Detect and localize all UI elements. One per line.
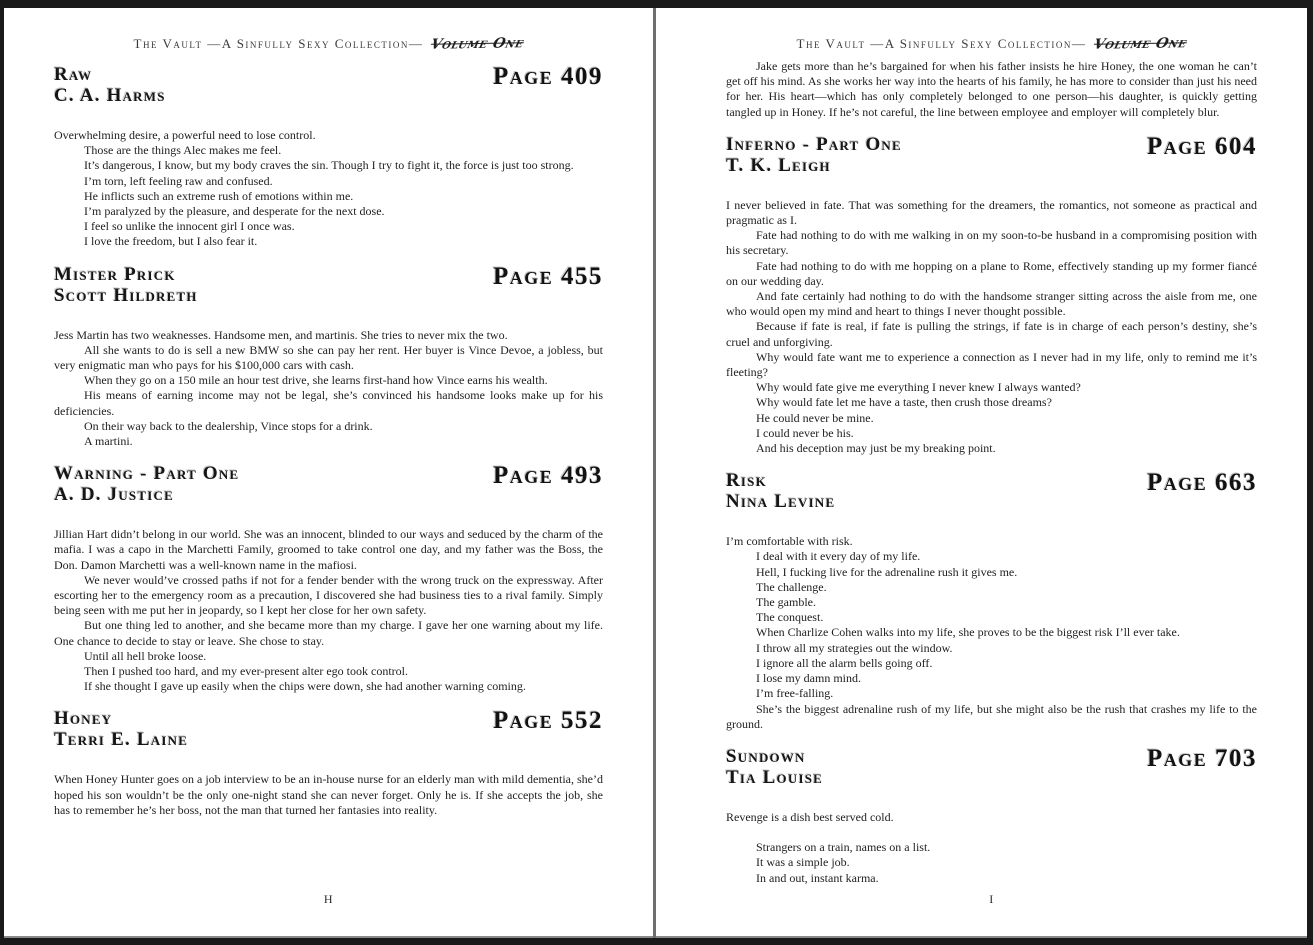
toc-entry-raw: [54, 64, 603, 250]
blurb-paragraph: His means of earning income may not be legal, she’s convinced his handsome looks make up for his deficiencies.: [54, 388, 603, 418]
entry-author: Nina Levine: [726, 491, 836, 513]
toc-entry-sundown: [726, 746, 1257, 886]
blurb-paragraph: The challenge.: [756, 579, 827, 594]
blurb-paragraph: It’s dangerous, I know, but my body craves the sin. Though I try to fight it, the force is just too strong.: [84, 158, 574, 173]
entry-names: [54, 264, 198, 306]
blurb-paragraph: Fate had nothing to do with me hopping on a plane to Rome, effectively standing up my former fiancé on our wedding day.: [726, 258, 1257, 288]
entry-title: Sundown: [726, 745, 806, 767]
entry-author: Tia Louise: [726, 766, 824, 788]
blurb-paragraph: Revenge is a dish best served cold.: [726, 809, 894, 824]
blurb-paragraph: When Honey Hunter goes on a job interview to be an in-house nurse for an elderly man with mild dementia, she’d hoped his son wouldn’t be the only one-night stand she can never forget. Only he is. If she accepts the job, she has to remember he’s her boss, not the man that turned her fantasies into reality.: [54, 772, 603, 817]
entry-names: [54, 463, 239, 505]
entry-page-number: Page 703: [1146, 744, 1257, 772]
blurb-paragraph: I could never be his.: [756, 425, 854, 440]
entry-names: [726, 134, 902, 176]
blurb-paragraph: Why would fate let me have a taste, then crush those dreams?: [756, 395, 1052, 410]
entry-page-number: Page 455: [492, 262, 603, 290]
blurb-paragraph: When they go on a 150 mile an hour test drive, she learns first-hand how Vince earns his wealth.: [84, 373, 548, 388]
entry-blurb: [54, 772, 603, 818]
blurb-paragraph: The gamble.: [756, 595, 816, 610]
entry-title: Risk: [726, 470, 767, 492]
entry-page-number: Page 552: [492, 707, 603, 735]
entry-title: Inferno - Part One: [726, 133, 902, 155]
page-folio: I: [989, 892, 994, 906]
running-header: [726, 36, 1257, 52]
blurb-paragraph: In and out, instant karma.: [756, 870, 879, 885]
blurb-paragraph: I throw all my strategies out the window.: [756, 640, 953, 655]
toc-entry-warning-part-one: [54, 463, 603, 694]
blurb-paragraph: He inflicts such an extreme rush of emotions within me.: [84, 188, 354, 203]
blurb-paragraph: I’m free-falling.: [756, 686, 834, 701]
blurb-paragraph: I’m paralyzed by the pleasure, and desperate for the next dose.: [84, 204, 385, 219]
blurb-paragraph: But one thing led to another, and she became more than my charge. I gave her one warning about my life. One chance to decide to stay or leave. She chose to stay.: [54, 618, 603, 648]
entry-blurb: [54, 328, 603, 450]
entry-heading-row: [54, 64, 603, 106]
page-folio: H: [323, 892, 334, 906]
entry-author: Scott Hildreth: [54, 284, 198, 306]
blurb-paragraph: If she thought I gave up easily when the chips were down, she had another warning coming.: [84, 679, 526, 694]
blurb-paragraph: A martini.: [84, 434, 133, 449]
gutter-divider: [653, 8, 656, 938]
blurb-paragraph: I lose my damn mind.: [756, 671, 861, 686]
entry-blurb: [54, 527, 603, 694]
running-header-volume-script: Volume One: [429, 35, 526, 53]
blurb-paragraph: He could never be mine.: [756, 410, 874, 425]
entry-author: A. D. Justice: [54, 484, 174, 506]
blurb-paragraph: Jake gets more than he’s bargained for when his father insists he hire Honey, the one woman he can’t get off his mind. As she works her way into the hearts of his family, he has more to consider than just his need for her. His heart—which has only completely belonged to one person—his daughter, is quickly getting tangled up in Honey. If he’s not careful, the line between employee and employer will completely blur.: [726, 59, 1257, 119]
blurb-paragraph: Fate had nothing to do with me walking in on my soon-to-be husband in a compromising position with his secretary.: [726, 228, 1257, 258]
entry-author: Terri E. Laine: [54, 729, 189, 751]
entry-blurb: [726, 534, 1257, 732]
entry-heading-row: [54, 264, 603, 306]
blurb-paragraph: And his deception may just be my breaking point.: [756, 441, 996, 456]
blurb-paragraph: Those are the things Alec makes me feel.: [84, 143, 282, 158]
entry-page-number: Page 409: [492, 63, 603, 90]
page-left: [4, 8, 653, 938]
blurb-paragraph: I’m comfortable with risk.: [726, 534, 853, 549]
blurb-paragraph: I ignore all the alarm bells going off.: [756, 655, 933, 670]
blurb-paragraph: Strangers on a train, names on a list.: [756, 840, 931, 855]
blurb-paragraph: Why would fate give me everything I never knew I always wanted?: [756, 380, 1081, 395]
entry-blurb: [726, 810, 1257, 886]
blurb-paragraph: I deal with it every day of my life.: [756, 549, 921, 564]
page-right: [656, 8, 1307, 938]
blurb-paragraph: Hell, I fucking live for the adrenaline rush it gives me.: [756, 564, 1018, 579]
running-header-text: The Vault —A Sinfully Sexy Collection—: [796, 36, 1087, 51]
running-header: [54, 36, 603, 52]
entry-heading-row: [726, 470, 1257, 512]
entry-names: [726, 746, 823, 788]
entry-title: Raw: [54, 64, 93, 85]
toc-entry-risk: [726, 470, 1257, 732]
entry-page-number: Page 604: [1146, 132, 1257, 160]
honey-blurb-continuation: [726, 59, 1257, 120]
blurb-paragraph: On their way back to the dealership, Vince stops for a drink.: [84, 418, 373, 433]
entry-title: Honey: [54, 708, 113, 730]
toc-entry-inferno-part-one: [726, 134, 1257, 456]
blurb-paragraph: The conquest.: [756, 610, 824, 625]
blurb-paragraph: We never would’ve crossed paths if not for a fender bender with the wrong truck on the expressway. After escorting her to the emergency room as a precaution, I discovered she had business ties to a rival family. Simply being seen with me put her in jeopardy, so I kept her close for her own safety.: [54, 572, 603, 618]
blurb-paragraph: And fate certainly had nothing to do with the handsome stranger sitting across the aisle from me, one who would open my mind and heart to things I never thought possible.: [726, 289, 1257, 319]
toc-entry-mister-prick: [54, 264, 603, 450]
entry-names: [54, 64, 166, 106]
toc-entry-honey: [54, 708, 603, 818]
entry-page-number: Page 663: [1146, 469, 1257, 497]
blurb-paragraph: Then I pushed too hard, and my ever-present alter ego took control.: [84, 664, 408, 679]
blurb-paragraph: Overwhelming desire, a powerful need to lose control.: [54, 128, 316, 142]
blurb-paragraph: Until all hell broke loose.: [84, 648, 207, 663]
running-header-volume-script: Volume One: [1092, 35, 1189, 53]
entry-names: [726, 470, 835, 512]
entry-author: C. A. Harms: [54, 85, 166, 106]
blurb-paragraph: All she wants to do is sell a new BMW so she can pay her rent. Her buyer is Vince Devoe, a jobless, but very enigmatic man who pays for his $100,000 cars with cash.: [54, 342, 603, 373]
entry-title: Warning - Part One: [54, 463, 240, 485]
entry-heading-row: [54, 463, 603, 505]
entry-heading-row: [54, 708, 603, 750]
blurb-paragraph: I feel so unlike the innocent girl I once was.: [84, 219, 295, 234]
entry-heading-row: [726, 746, 1257, 788]
entry-blurb: [726, 198, 1257, 456]
entry-heading-row: [726, 134, 1257, 176]
blurb-paragraph: When Charlize Cohen walks into my life, she proves to be the biggest risk I’ll ever take.: [756, 625, 1180, 640]
blurb-paragraph: Jillian Hart didn’t belong in our world. She was an innocent, blinded to our ways and seduced by the charm of the mafia. I was a capo in the Marchetti Family, groomed to take control one day, and my father was the Boss, the Don. Damon Marchetti was a well-known name in the mafiosi.: [54, 527, 603, 572]
blurb-paragraph: I love the freedom, but I also fear it.: [84, 234, 258, 249]
blurb-paragraph: She’s the biggest adrenaline rush of my life, but she might also be the rush that crashes my life to the ground.: [726, 701, 1257, 731]
entry-author: T. K. Leigh: [726, 154, 831, 176]
blurb-paragraph: Because if fate is real, if fate is pulling the strings, if fate is in charge of each person’s destiny, she’s cruel and unforgiving.: [726, 319, 1257, 349]
blurb-paragraph: I never believed in fate. That was something for the dreamers, the romantics, not someone as practical and pragmatic as I.: [726, 197, 1257, 228]
blurb-paragraph: I’m torn, left feeling raw and confused.: [84, 173, 273, 188]
entry-title: Mister Prick: [54, 263, 176, 285]
entry-blurb: [54, 128, 603, 250]
running-header-text: The Vault —A Sinfully Sexy Collection—: [133, 36, 424, 51]
entry-page-number: Page 493: [492, 462, 603, 490]
entry-names: [54, 708, 188, 750]
blurb-paragraph: Why would fate want me to experience a connection as I never had in my life, only to remind me it’s fleeting?: [726, 349, 1257, 380]
blurb-paragraph: Jess Martin has two weaknesses. Handsome men, and martinis. She tries to never mix the two.: [54, 327, 508, 342]
blurb-paragraph: It was a simple job.: [756, 855, 850, 870]
